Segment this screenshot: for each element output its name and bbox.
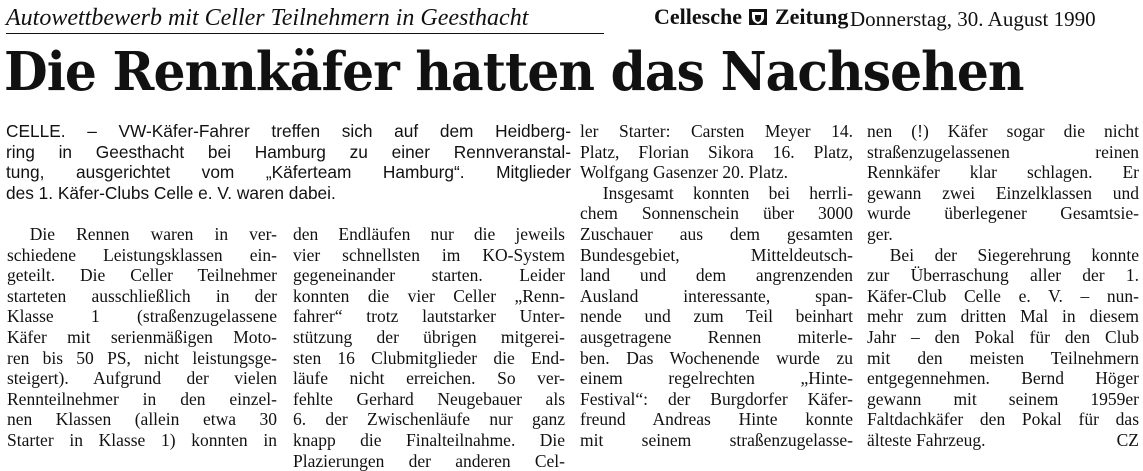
lead-line: ring in Geesthacht bei Hamburg zu einer Rennveranstal- <box>6 141 571 162</box>
text-line: Klasse 1 (straßenzugelassene <box>7 306 277 327</box>
kicker: Autowettbewerb mit Celler Teilnehmern in Geesthacht <box>6 4 604 34</box>
text-line: ren bis 50 PS, nicht leistungsge- <box>7 347 277 368</box>
text-line: Rennteilnehmer in den einzel- <box>7 388 277 409</box>
text-line: konnten die vier Celler „Renn- <box>293 285 565 306</box>
text-line: Käfer mit serienmäßigen Moto- <box>7 326 277 347</box>
text-line: Die Rennen waren in ver- <box>29 224 277 244</box>
text-line: Bei der Siegerehrung konnte <box>889 244 1139 265</box>
text-line: ler Starter: Carsten Meyer 14. <box>580 121 853 141</box>
lead-line: CELLE. – VW-Käfer-Fahrer treffen sich auf dem Heidberg- <box>6 121 571 141</box>
text-line: entgegennehmen. Bernd Höger <box>867 368 1139 389</box>
text-line: steigert). Aufgrund der vielen <box>7 368 277 389</box>
article-column-1 <box>7 224 277 451</box>
masthead-name-part1: Cellesche <box>654 4 742 29</box>
text-line: stützung der übrigen mitgerei- <box>293 326 565 347</box>
headline: Die Rennkäfer hatten das Nachsehen <box>4 41 1024 103</box>
text-line: mit seinem straßenzugelasse- <box>580 429 853 450</box>
text-line: fehlte Gerhard Neugebauer als <box>293 388 565 409</box>
article-column-2 <box>293 224 565 471</box>
text-line: sten 16 Clubmitglieder die End- <box>293 347 565 368</box>
text-line: straßenzugelassenen reinen <box>867 141 1139 162</box>
text-line: ger. <box>867 223 893 244</box>
text-line: Ausland interessante, span- <box>580 285 853 306</box>
text-line: ausgetragene Rennen miterle- <box>580 326 853 347</box>
text-line: freund Andreas Hinte konnte <box>580 409 853 430</box>
masthead-name-part2: Zeitung <box>774 4 849 29</box>
text-line: Faltdachkäfer den Pokal für das <box>867 409 1139 430</box>
issue-date: Donnerstag, 30. August 1990 <box>850 7 1096 31</box>
text-line: Zuschauer aus dem gesamten <box>580 223 853 244</box>
author-signature: CZ <box>1116 429 1139 450</box>
text-line: gegeneinander starten. Leider <box>293 265 565 286</box>
text-line: Rennkäfer klar schlagen. Er <box>867 162 1139 183</box>
text-line: knapp die Finalteilnahme. Die <box>293 429 565 450</box>
text-line: Festival“: der Burgdorfer Käfer- <box>580 388 853 409</box>
text-line: wurde überlegener Gesamtsie- <box>867 203 1139 224</box>
text-line: Plazierungen der anderen Cel- <box>293 450 565 471</box>
text-line: den Endläufen nur die jeweils <box>293 224 565 244</box>
text-line: nende und zum Teil beinhart <box>580 306 853 327</box>
lead-line: tung, ausgerichtet vom „Käferteam Hamburg“. Mitglieder <box>6 162 571 183</box>
text-line: land und dem angrenzenden <box>580 265 853 286</box>
text-line: Käfer-Club Celle e. V. – nun- <box>867 285 1139 306</box>
article-column-4 <box>867 121 1139 451</box>
text-line: zur Überraschung aller der 1. <box>867 265 1139 286</box>
article-header <box>0 0 1143 40</box>
text-line: nen Klassen (allein etwa 30 <box>7 409 277 430</box>
text-line: gewann zwei Einzelklassen und <box>867 182 1139 203</box>
text-line: chem Sonnenschein über 3000 <box>580 203 853 224</box>
text-line: läufe nicht erreichen. So ver- <box>293 368 565 389</box>
text-line: einem regelrechten „Hinte- <box>580 368 853 389</box>
text-line: 6. der Zwischenläufe nur ganz <box>293 409 565 430</box>
text-line: ben. Das Wochenende wurde zu <box>580 347 853 368</box>
text-line: Jahr – den Pokal für den Club <box>867 326 1139 347</box>
text-line: nen (!) Käfer sogar die nicht <box>867 121 1139 141</box>
crest-icon <box>748 8 768 26</box>
text-line: starteten ausschließlich in der <box>7 285 277 306</box>
lead-paragraph <box>6 121 571 203</box>
text-line: fahrer“ trotz lautstarker Unter- <box>293 306 565 327</box>
text-line: mehr zum dritten Mal in diesem <box>867 306 1139 327</box>
text-line: älteste Fahrzeug. <box>867 429 986 450</box>
lead-line: des 1. Käfer-Clubs Celle e. V. waren dabei. <box>6 182 336 203</box>
text-line: Insgesamt konnten bei herrli- <box>602 182 853 203</box>
text-line: geteilt. Die Celler Teilnehmer <box>7 265 277 286</box>
text-line: Wolfgang Gasenzer 20. Platz. <box>580 162 789 183</box>
text-line: gewann mit seinem 1959er <box>867 388 1139 409</box>
text-line: Starter in Klasse 1) konnten in <box>7 429 277 450</box>
text-line: vier schnellsten im KO-System <box>293 244 565 265</box>
final-line <box>867 430 1139 451</box>
text-line: Platz, Florian Sikora 16. Platz, <box>580 141 853 162</box>
newspaper-masthead <box>654 3 849 31</box>
text-line: schiedene Leistungsklassen ein- <box>7 244 277 265</box>
article-column-3 <box>580 121 853 451</box>
text-line: Bundesgebiet, Mitteldeutsch- <box>580 244 853 265</box>
text-line: mit den meisten Teilnehmern <box>867 347 1139 368</box>
